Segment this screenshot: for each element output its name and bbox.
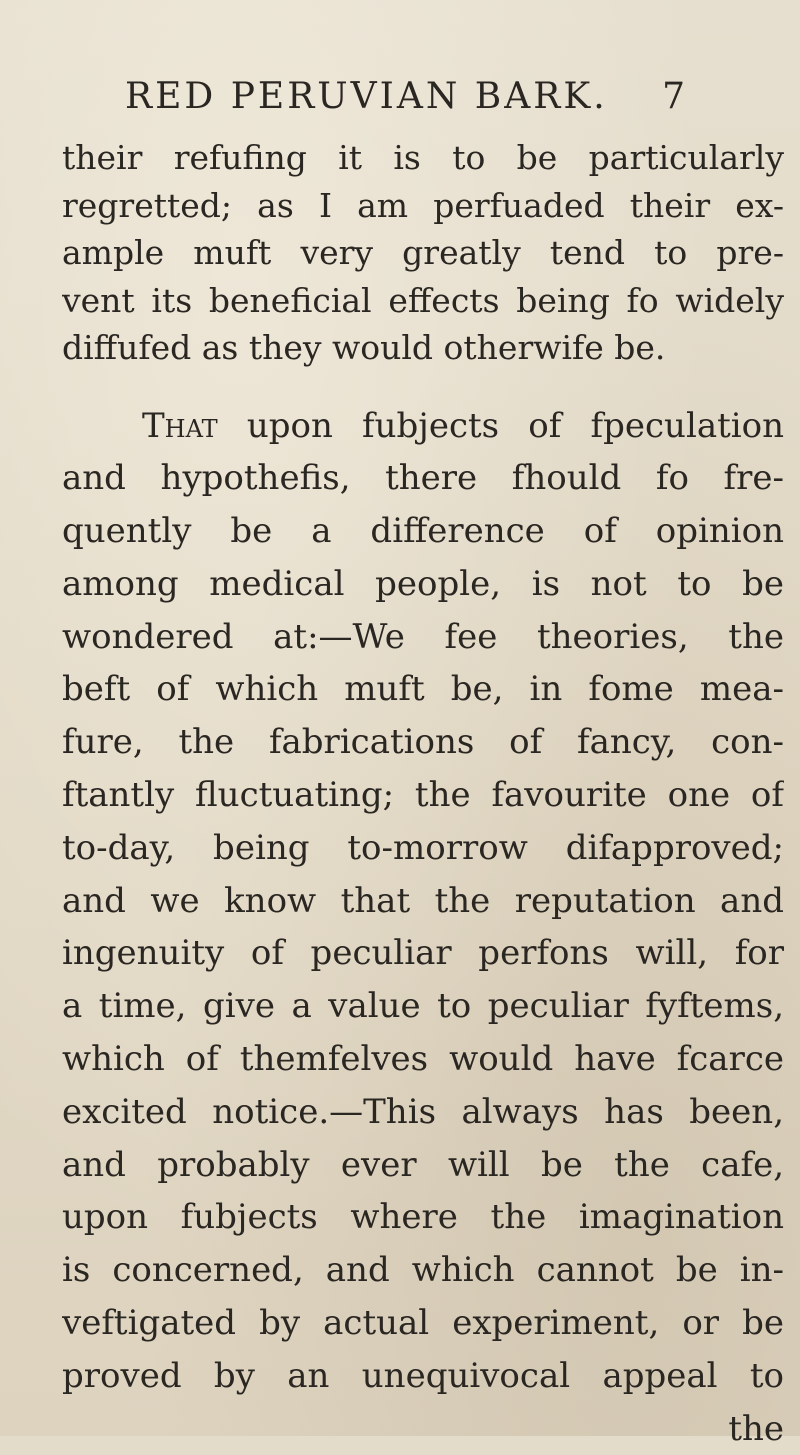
text-line-first <box>62 400 784 453</box>
text-line: diffufed as they would otherwife be. <box>62 324 784 372</box>
text-line: wondered at:—We fee theories, the <box>62 611 784 664</box>
text-line: regretted; as I am perfuaded their ex- <box>62 182 784 230</box>
text-line-rest: upon fubjects of fpeculation <box>218 406 784 446</box>
running-head <box>125 72 685 122</box>
page-number: 7 <box>662 72 685 122</box>
text-line: veftigated by actual experiment, or be <box>62 1297 784 1350</box>
body-text <box>62 134 784 1455</box>
running-head-title: RED PERUVIAN BARK. <box>125 72 608 122</box>
text-line: a time, give a value to peculiar fyftems, <box>62 980 784 1033</box>
text-line: and we know that the reputation and <box>62 875 784 928</box>
text-line: excited notice.—This always has been, <box>62 1086 784 1139</box>
text-line: their refufing it is to be particularly <box>62 134 784 182</box>
text-line: beft of which muft be, in fome mea- <box>62 663 784 716</box>
paragraph-2 <box>62 400 784 1455</box>
text-line: ample muft very greatly tend to pre- <box>62 229 784 277</box>
text-line: fure, the fabrications of fancy, con- <box>62 716 784 769</box>
text-line: and hypothefis, there fhould fo fre- <box>62 452 784 505</box>
text-line: quently be a difference of opinion <box>62 505 784 558</box>
paragraph-1 <box>62 134 784 372</box>
text-line: among medical people, is not to be <box>62 558 784 611</box>
text-line: which of themfelves would have fcarce <box>62 1033 784 1086</box>
catchword: the <box>62 1403 784 1455</box>
text-line: and probably ever will be the cafe, <box>62 1139 784 1192</box>
text-line: proved by an unequivocal appeal to <box>62 1350 784 1403</box>
text-line: to-day, being to-morrow difapproved; <box>62 822 784 875</box>
text-line: is concerned, and which cannot be in- <box>62 1244 784 1297</box>
paragraph-opening-word: That <box>142 406 218 446</box>
text-line: ftantly fluctuating; the favourite one of <box>62 769 784 822</box>
text-line: vent its beneficial effects being fo widely <box>62 277 784 325</box>
text-line: ingenuity of peculiar perfons will, for <box>62 927 784 980</box>
text-line: upon fubjects where the imagination <box>62 1191 784 1244</box>
